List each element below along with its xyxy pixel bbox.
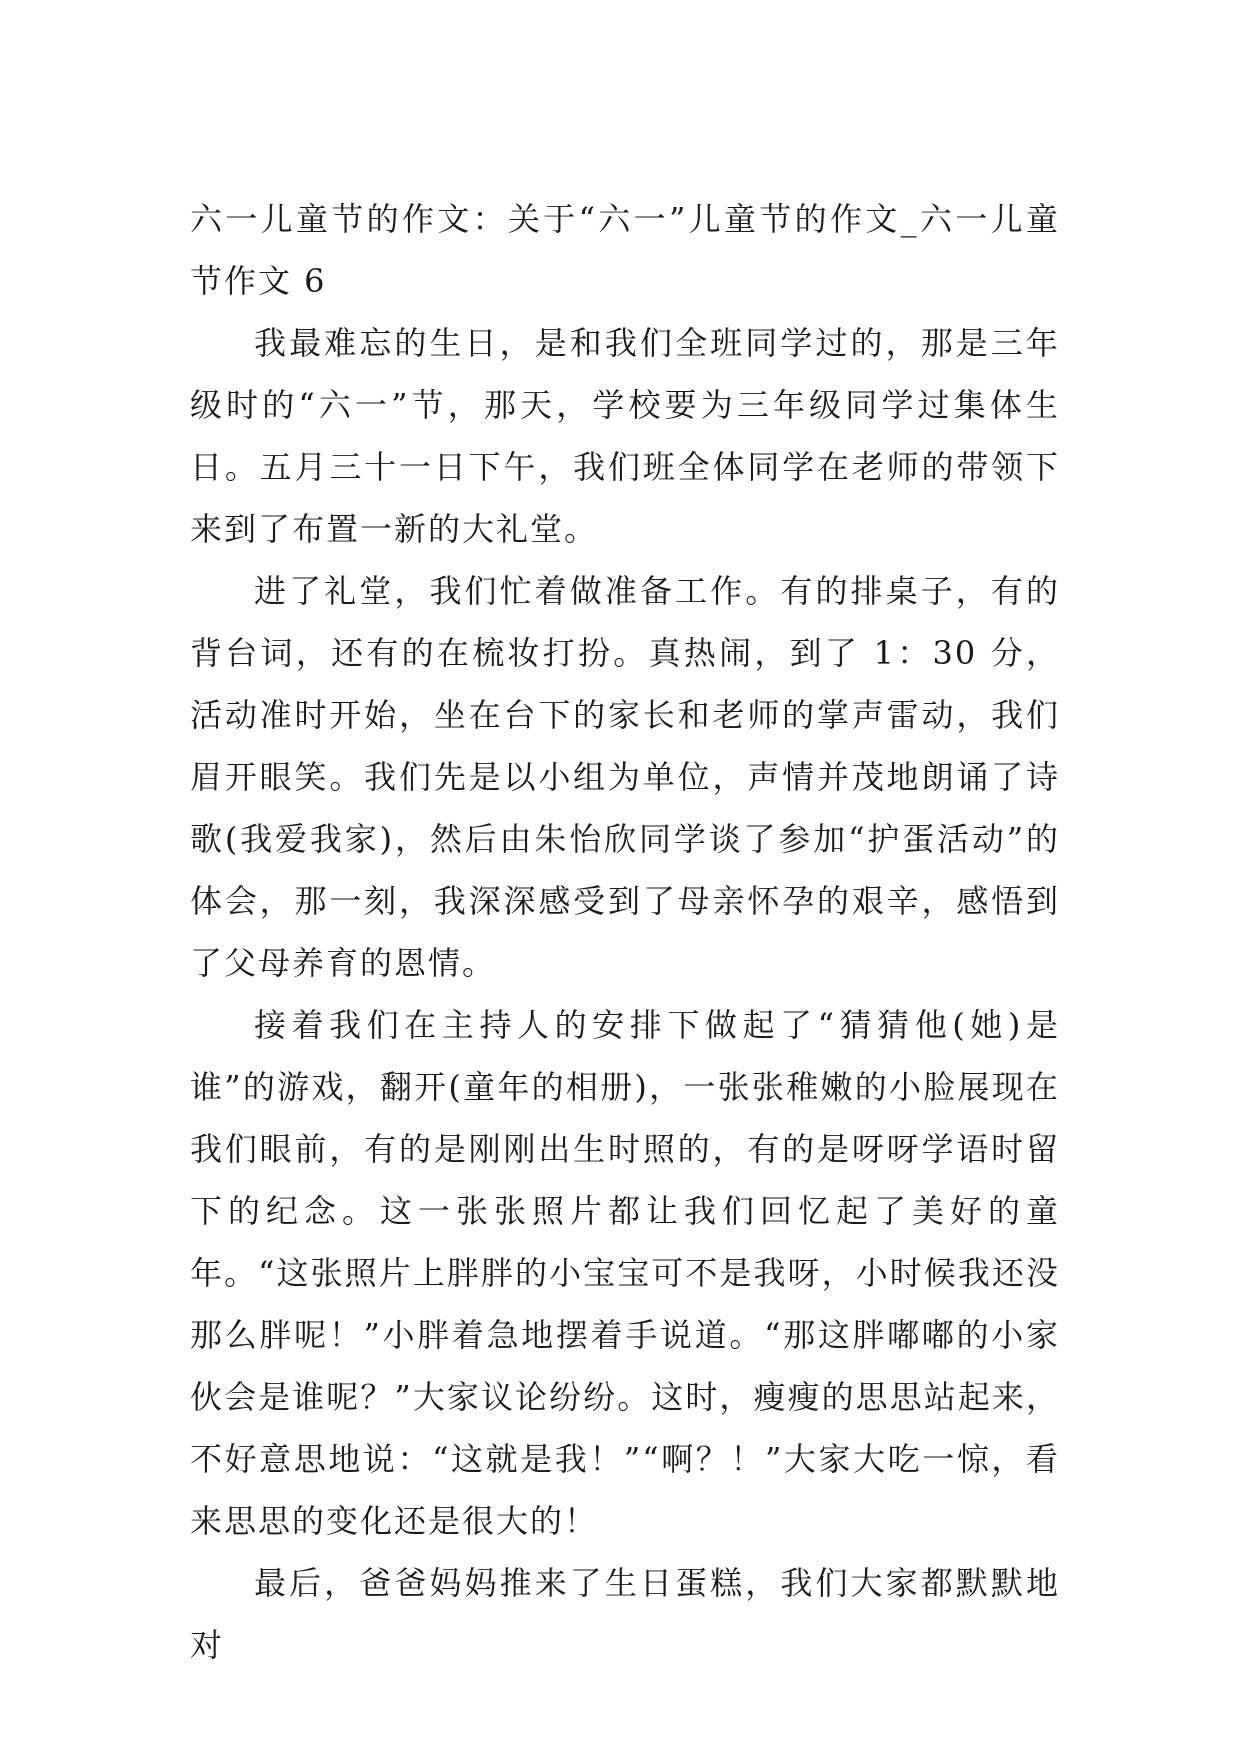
paragraph: 我最难忘的生日，是和我们全班同学过的，那是三年级时的“六一”节，那天，学校要为三年级同学过集体生日。五月三十一日下午，我们班全体同学在老师的带领下来到了布置一新的大礼堂。	[190, 324, 1060, 548]
paragraph: 进了礼堂，我们忙着做准备工作。有的排桌子，有的背台词，还有的在梳妆打扮。真热闹，到了 1：30 分，活动准时开始，坐在台下的家长和老师的掌声雷动，我们眉开眼笑。我们先是以小组为单位，声情并茂地朗诵了诗歌(我爱我家)，然后由朱怡欣同学谈了参加“护蛋活动”的体会，那一刻，我深深感受到了母亲怀孕的艰辛，感悟到了父母养育的恩情。	[190, 572, 1060, 982]
paragraph: 接着我们在主持人的安排下做起了“猜猜他(她)是谁”的游戏，翻开(童年的相册)，一张张稚嫩的小脸展现在我们眼前，有的是刚刚出生时照的，有的是呀呀学语时留下的纪念。这一张张照片都让我们回忆起了美好的童年。“这张照片上胖胖的小宝宝可不是我呀，小时候我还没那么胖呢！”小胖着急地摆着手说道。“那这胖嘟嘟的小家伙会是谁呢？”大家议论纷纷。这时，瘦瘦的思思站起来，不好意思地说：“这就是我！”“啊？！”大家大吃一惊，看来思思的变化还是很大的！	[190, 1006, 1060, 1540]
document-title: 六一儿童节的作文：关于“六一”儿童节的作文_六一儿童节作文 6	[190, 200, 1060, 300]
paragraph: 最后，爸爸妈妈推来了生日蛋糕，我们大家都默默地对	[190, 1564, 1060, 1664]
document-body	[190, 188, 1060, 1676]
